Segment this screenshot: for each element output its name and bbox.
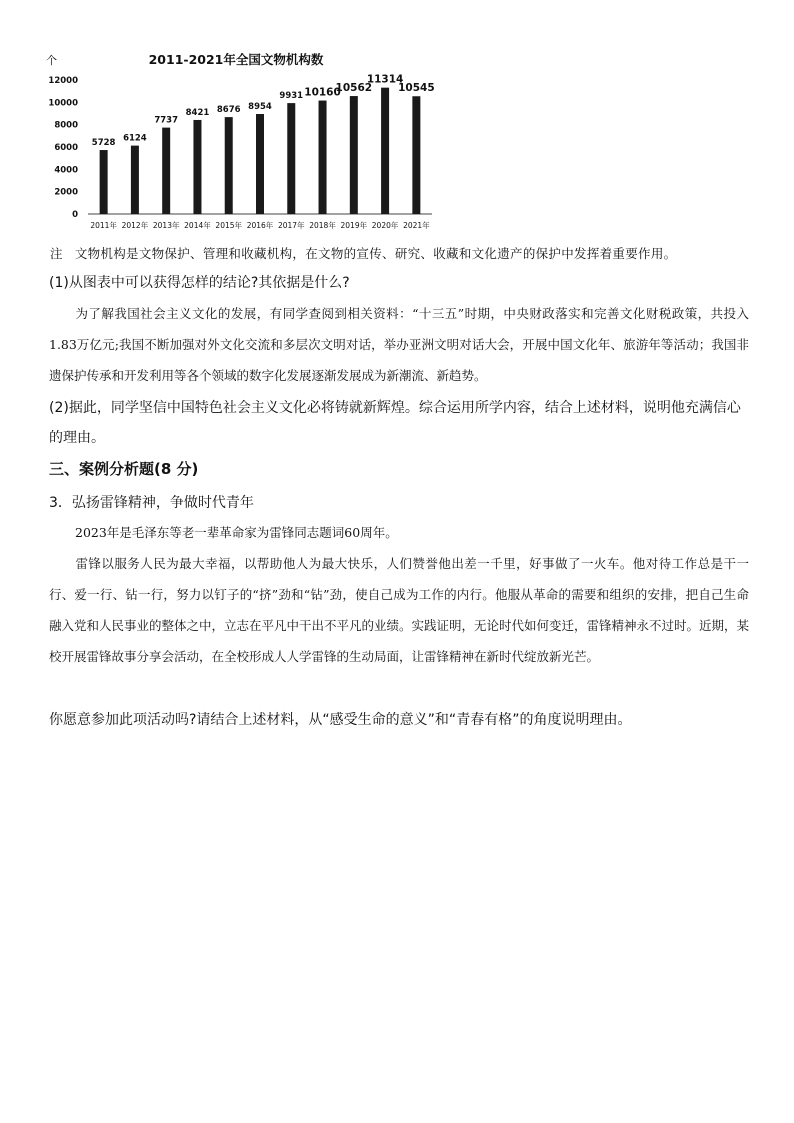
y-tick-label: 0 xyxy=(72,210,78,220)
data-label: 6124 xyxy=(123,133,147,144)
x-tick-label: 2012年 xyxy=(121,221,149,230)
data-label: 11314 xyxy=(366,73,404,86)
bar xyxy=(100,150,108,214)
x-tick-label: 2013年 xyxy=(152,221,180,230)
x-tick-label: 2021年 xyxy=(403,221,430,230)
question-1: (1)从图表中可以获得怎样的结论?其依据是什么? xyxy=(49,275,350,291)
data-label: 8676 xyxy=(216,105,241,116)
bar-chart xyxy=(40,44,440,240)
bar xyxy=(319,101,327,214)
x-tick-label: 2017年 xyxy=(277,221,305,230)
material-text: 为了解我国社会主义文化的发展，有同学查阅到相关资料：“十三五”时期，中央财政落实和完善文化财税政策，共投入1.83万亿元;我国不断加强对外文化交流和多层次文明对话，举办亚洲文明对话大会，开展中国文化年、旅游年等活动；我国非遗保护传承和开发利用等各个领域的数字化发展逐渐发展成为新潮流、新趋势。 xyxy=(49,306,749,383)
case-paragraph-2 xyxy=(49,548,749,672)
bar xyxy=(287,103,295,214)
bar xyxy=(412,96,420,214)
y-tick-label: 4000 xyxy=(54,165,78,176)
bar xyxy=(225,117,233,214)
question-3: 你愿意参加此项活动吗?请结合上述材料，从“感受生命的意义”和“青春有格”的角度说明理由。 xyxy=(49,712,632,728)
bar xyxy=(256,114,264,214)
x-tick-label: 2015年 xyxy=(215,221,243,230)
y-tick-label: 10000 xyxy=(48,98,78,109)
data-label: 10545 xyxy=(398,82,435,95)
data-label: 8421 xyxy=(185,107,210,118)
chart-svg xyxy=(40,44,440,240)
data-label: 8954 xyxy=(248,102,272,113)
question-2: (2)据此，同学坚信中国特色社会主义文化必将铸就新辉煌。综合运用所学内容，结合上述材料，说明他充满信心的理由。 xyxy=(49,400,741,446)
case-para2-text: 雷锋以服务人民为最大幸福，以帮助他人为最大快乐，人们赞誉他出差一千里，好事做了一火车。他对待工作总是干一行、爱一行、钻一行，努力以钉子的“挤”劲和“钻”劲，使自己成为工作的内行。他服从革命的需要和组织的安排，把自己生命融入党和人民事业的整体之中，立志在平凡中干出不平凡的业绩。实践证明，无论时代如何变迁，雷锋精神永不过时。近期，某校开展雷锋故事分享会活动，在全校形成人人学雷锋的生动局面，让雷锋精神在新时代绽放新光芒。 xyxy=(49,556,750,664)
bar xyxy=(131,146,139,214)
x-tick-label: 2018年 xyxy=(309,221,336,230)
bar xyxy=(350,96,358,214)
y-tick-label: 2000 xyxy=(54,187,78,198)
y-unit-label: 个 xyxy=(46,54,57,67)
y-tick-label: 12000 xyxy=(48,76,78,86)
y-tick-label: 8000 xyxy=(54,120,78,131)
note-prefix: 注 xyxy=(50,246,63,261)
bar xyxy=(381,88,389,214)
x-tick-label: 2020年 xyxy=(371,221,399,230)
data-label: 7737 xyxy=(154,115,179,126)
x-tick-label: 2011年 xyxy=(90,221,117,230)
data-label: 9931 xyxy=(279,91,304,102)
data-label: 10160 xyxy=(304,86,341,99)
case-title: 3．弘扬雷锋精神，争做时代青年 xyxy=(49,495,254,511)
bar xyxy=(162,128,170,214)
case-para1-text: 2023年是毛泽东等老一辈革命家为雷锋同志题词60周年。 xyxy=(75,525,398,540)
material-paragraph xyxy=(49,298,749,391)
note-text: 文物机构是文物保护、管理和收藏机构，在文物的宣传、研究、收藏和文化遗产的保护中发挥着重要作用。 xyxy=(74,246,677,261)
chart-note xyxy=(50,244,750,262)
bar xyxy=(193,120,201,214)
data-label: 10562 xyxy=(335,82,373,95)
case-paragraph-1 xyxy=(49,517,749,548)
chart-title: 2011-2021年全国文物机构数 xyxy=(148,52,324,67)
section-title: 三、案例分析题(8 分) xyxy=(49,460,199,478)
x-tick-label: 2014年 xyxy=(184,221,211,230)
data-label: 5728 xyxy=(91,138,116,149)
x-tick-label: 2016年 xyxy=(246,221,274,230)
y-tick-label: 6000 xyxy=(54,143,78,153)
x-tick-label: 2019年 xyxy=(340,221,368,230)
